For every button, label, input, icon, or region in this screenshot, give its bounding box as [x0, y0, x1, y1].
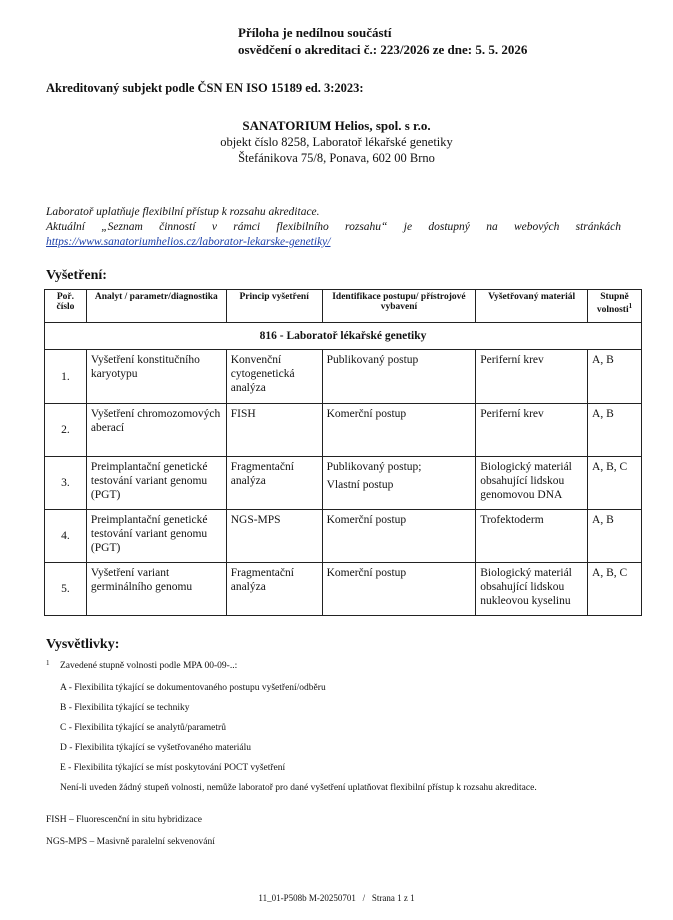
legend-item: A - Flexibilita týkající se dokumentovaného postupu vyšetření/odběru [60, 683, 326, 693]
row-procedure-line2: Vlastní postup [326, 479, 394, 491]
organization-address: Štefánikova 75/8, Ponava, 602 00 Brno [238, 151, 435, 165]
row-material: Trofektoderm [476, 510, 588, 563]
col-header-analyte: Analyt / parametr/diagnostika [86, 290, 226, 323]
row-procedure: Komerční postup [322, 563, 476, 616]
abbreviation-ngs: NGS-MPS – Masivně paralelní sekvenování [46, 837, 215, 847]
col-header-num: Poř. číslo [45, 290, 87, 323]
col-header-degree [588, 290, 642, 323]
footnote-marker: 1 [628, 302, 633, 310]
row-procedure-line1: Publikovaný postup; [326, 461, 422, 473]
legend-item: B - Flexibilita týkající se techniky [60, 703, 190, 713]
flexibility-notice [46, 205, 621, 250]
row-principle: Fragmentační analýza [226, 563, 322, 616]
table-row [45, 510, 642, 563]
legend-intro: Zavedené stupně volnosti podle MPA 00-09-..: [60, 661, 238, 671]
row-principle: Fragmentační analýza [226, 457, 322, 510]
table-row [45, 457, 642, 510]
row-degree: A, B [588, 510, 642, 563]
table-row [45, 350, 642, 404]
table-row [45, 404, 642, 457]
legend-item: D - Flexibilita týkající se vyšetřovaného materiálu [60, 743, 252, 753]
row-principle: Konvenční cytogenetická analýza [226, 350, 322, 404]
row-analyte: Preimplantační genetické testování variant genomu (PGT) [86, 510, 226, 563]
accreditation-statement: Akreditovaný subjekt podle ČSN EN ISO 15189 ed. 3:2023: [46, 81, 364, 95]
row-material: Periferní krev [476, 350, 588, 404]
table-header-row [45, 290, 642, 323]
annex-header [238, 24, 527, 58]
row-analyte: Vyšetření chromozomových aberací [86, 404, 226, 457]
row-analyte: Vyšetření konstitučního karyotypu [86, 350, 226, 404]
legend-item: C - Flexibilita týkající se analytů/parametrů [60, 723, 226, 733]
organization-block [0, 118, 673, 166]
legend-item: E - Flexibilita týkající se míst poskytování POCT vyšetření [60, 763, 286, 773]
row-procedure [322, 457, 476, 510]
row-analyte: Vyšetření variant germinálního genomu [86, 563, 226, 616]
row-material: Biologický materiál obsahující lidskou genomovou DNA [476, 457, 588, 510]
row-procedure: Komerční postup [322, 510, 476, 563]
flexibility-line1: Laboratoř uplatňuje flexibilní přístup k rozsahu akreditace. [46, 206, 320, 218]
col-header-procedure: Identifikace postupu/ přístrojové vybavení [322, 290, 476, 323]
row-degree: A, B, C [588, 563, 642, 616]
organization-name: SANATORIUM Helios, spol. s r.o. [242, 118, 431, 133]
row-material: Biologický materiál obsahující lidskou nukleovou kyselinu [476, 563, 588, 616]
row-num: 4. [45, 510, 87, 563]
col-header-principle: Princip vyšetření [226, 290, 322, 323]
section-title: Vyšetření: [46, 268, 107, 283]
flexibility-line2: Aktuální „Seznam činností v rámci flexibilního rozsahu“ je dostupný na webových stránkách [46, 221, 621, 233]
legend-title: Vysvětlivky: [46, 637, 120, 652]
annex-header-line2: osvědčení o akreditaci č.: 223/2026 ze dne: 5. 5. 2026 [238, 42, 528, 57]
row-procedure: Publikovaný postup [322, 350, 476, 404]
legend-note-mark: 1 [46, 659, 50, 667]
page-footer: 11_01-P508b M-20250701 / Strana 1 z 1 [258, 893, 415, 903]
department-name: 816 - Laboratoř lékařské genetiky [45, 323, 642, 350]
row-principle: NGS-MPS [226, 510, 322, 563]
legend-note: Není-li uveden žádný stupeň volnosti, nemůže laboratoř pro dané vyšetření uplatňovat flexibilní přístup k rozsahu akreditace. [60, 783, 537, 793]
row-procedure: Komerční postup [322, 404, 476, 457]
col-header-material: Vyšetřovaný materiál [476, 290, 588, 323]
department-row [45, 323, 642, 350]
row-num: 3. [45, 457, 87, 510]
abbreviation-fish: FISH – Fluorescenční in situ hybridizace [46, 815, 202, 825]
examinations-table [44, 289, 642, 616]
row-degree: A, B, C [588, 457, 642, 510]
row-analyte: Preimplantační genetické testování variant genomu (PGT) [86, 457, 226, 510]
annex-header-line1: Příloha je nedílnou součástí [238, 25, 392, 40]
row-principle: FISH [226, 404, 322, 457]
row-degree: A, B [588, 404, 642, 457]
organization-unit: objekt číslo 8258, Laboratoř lékařské genetiky [220, 135, 453, 149]
row-material: Periferní krev [476, 404, 588, 457]
website-link[interactable]: https://www.sanatoriumhelios.cz/laborator-lekarske-genetiky/ [46, 236, 331, 248]
row-num: 5. [45, 563, 87, 616]
col-header-degree-text: Stupně volnosti [596, 292, 629, 316]
row-num: 1. [45, 350, 87, 404]
row-degree: A, B [588, 350, 642, 404]
row-num: 2. [45, 404, 87, 457]
table-row [45, 563, 642, 616]
